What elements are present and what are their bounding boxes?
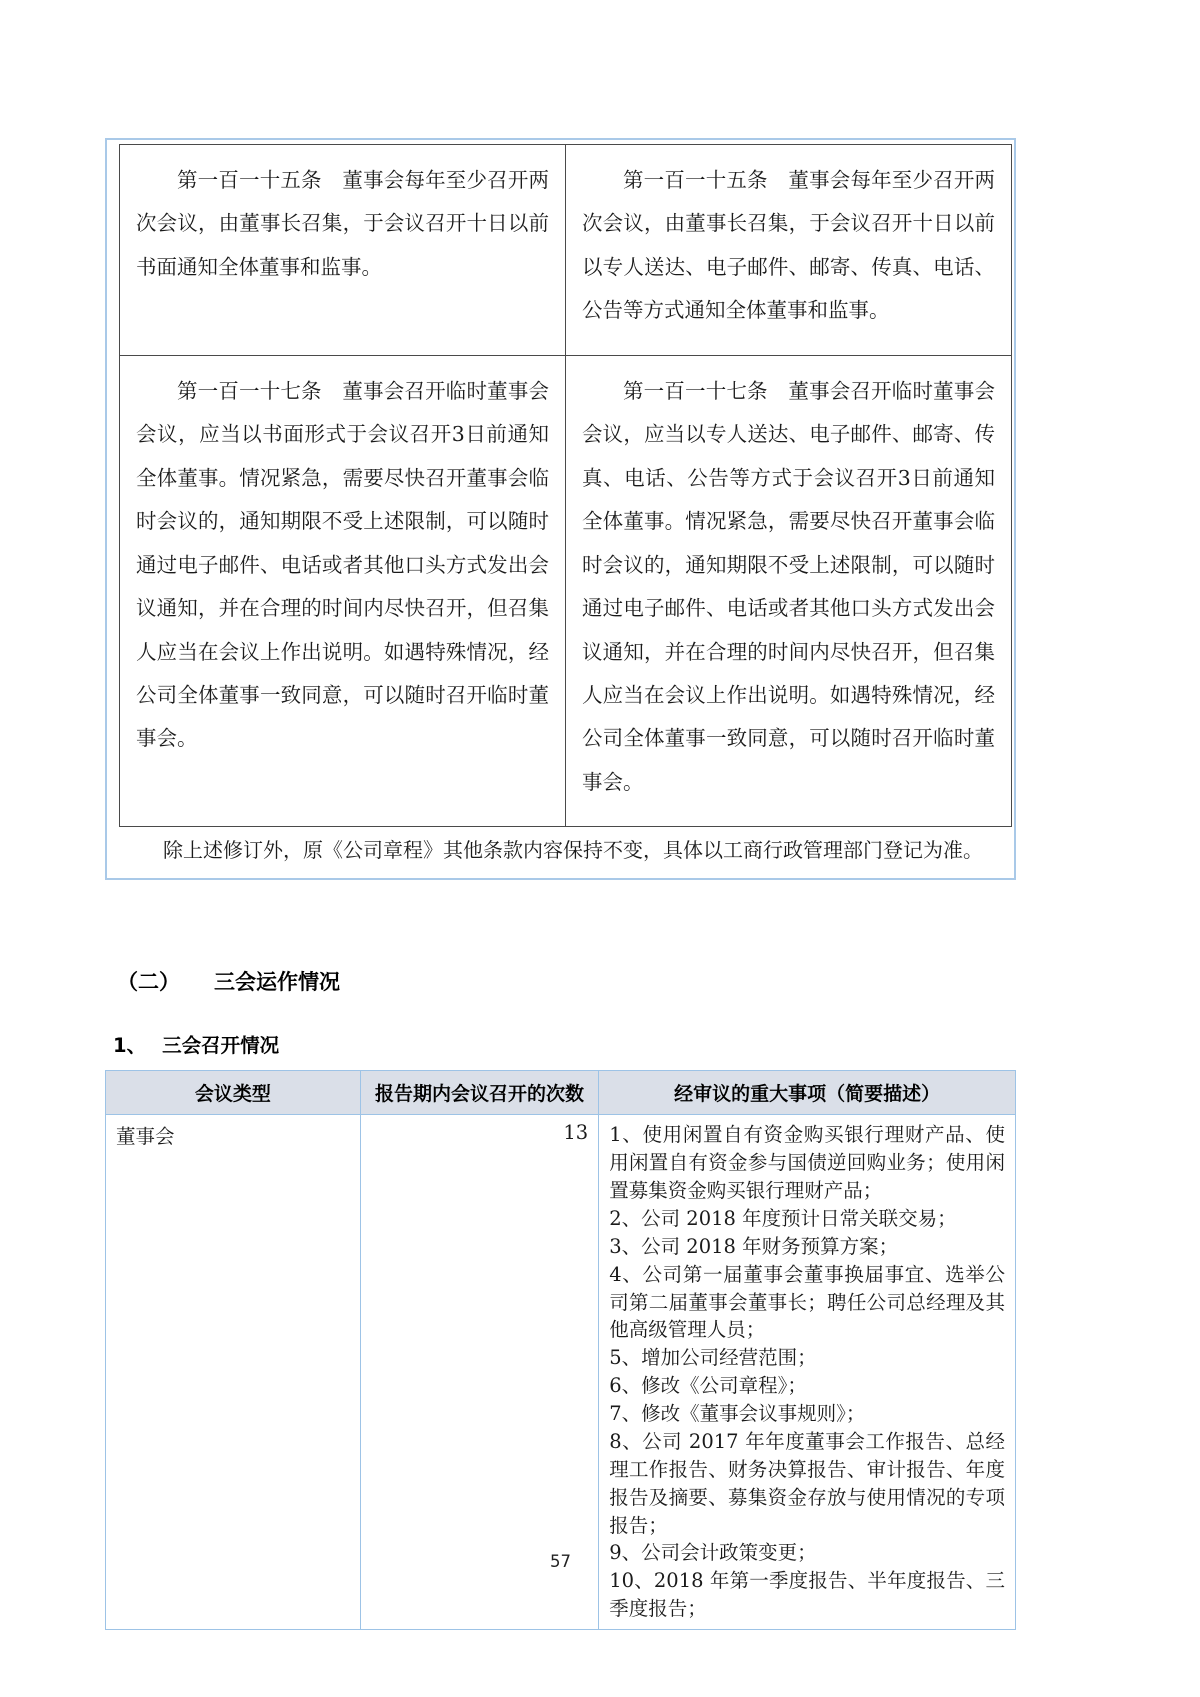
header-major-matters: 经审议的重大事项（简要描述） [599, 1071, 1016, 1115]
subsection-title: 三会召开情况 [162, 1034, 280, 1058]
table-header-row [106, 1071, 1016, 1115]
matter-item: 8、公司 2017 年年度董事会工作报告、总经理工作报告、财务决算报告、审计报告、年度报告及摘要、募集资金存放与使用情况的专项报告； [609, 1429, 1005, 1537]
amendment-old-article-117 [120, 355, 566, 827]
amendment-comparison-box [105, 138, 1016, 880]
meetings-table [105, 1070, 1016, 1630]
matter-item: 3、公司 2018 年财务预算方案； [609, 1234, 899, 1258]
cell-meeting-count: 13 [360, 1115, 598, 1630]
amendment-table [119, 144, 1012, 827]
page-number: 57 [550, 1552, 571, 1571]
subsection-number: 1、 [113, 1034, 147, 1058]
article-text: 第一百一十五条 董事会每年至少召开两次会议，由董事长召集，于会议召开十日以前书面通知全体董事和监事。 [136, 168, 549, 279]
section-title: 三会运作情况 [214, 970, 340, 995]
table-row [120, 145, 1012, 356]
matter-item: 6、修改《公司章程》； [609, 1374, 807, 1398]
amendment-old-article-115 [120, 145, 566, 356]
article-text: 第一百一十五条 董事会每年至少召开两次会议，由董事长召集，于会议召开十日以前以专人送达、电子邮件、邮寄、传真、电话、公告等方式通知全体董事和监事。 [582, 168, 995, 323]
subsection-heading [113, 1030, 1016, 1058]
matter-item: 5、增加公司经营范围； [609, 1346, 817, 1370]
cell-meeting-type: 董事会 [106, 1115, 361, 1630]
article-text: 第一百一十七条 董事会召开临时董事会会议，应当以书面形式于会议召开3日前通知全体董事。情况紧急，需要尽快召开董事会临时会议的，通知期限不受上述限制，可以随时通过电子邮件、电话或者其他口头方式发出会议通知，并在合理的时间内尽快召开，但召集人应当在会议上作出说明。如遇特殊情况，经公司全体董事一致同意，可以随时召开临时董事会。 [136, 378, 549, 751]
page-content [105, 138, 1016, 1630]
section-number: （二） [117, 970, 180, 995]
amendment-new-article-115 [566, 145, 1012, 356]
table-row [120, 355, 1012, 827]
amendment-new-article-117 [566, 355, 1012, 827]
header-meeting-type: 会议类型 [106, 1071, 361, 1115]
header-meeting-count: 报告期内会议召开的次数 [360, 1071, 598, 1115]
matter-item: 4、公司第一届董事会董事换届事宜、选举公司第二届董事会董事长；聘任公司总经理及其他高级管理人员； [609, 1262, 1005, 1342]
matter-item: 1、使用闲置自有资金购买银行理财产品、使用闲置自有资金参与国债逆回购业务；使用闲置募集资金购买银行理财产品； [609, 1123, 1005, 1203]
matter-item: 2、公司 2018 年度预计日常关联交易； [609, 1206, 957, 1230]
amendment-note: 除上述修订外，原《公司章程》其他条款内容保持不变，具体以工商行政管理部门登记为准。 [163, 838, 983, 863]
matter-item: 9、公司会计政策变更； [609, 1541, 817, 1565]
matter-item: 10、2018 年第一季度报告、半年度报告、三季度报告； [609, 1569, 1005, 1621]
section-heading [117, 966, 1016, 996]
matter-item: 7、修改《董事会议事规则》； [609, 1402, 866, 1426]
article-text: 第一百一十七条 董事会召开临时董事会会议，应当以专人送达、电子邮件、邮寄、传真、电话、公告等方式于会议召开3日前通知全体董事。情况紧急，需要尽快召开董事会临时会议的，通知期限不受上述限制，可以随时通过电子邮件、电话或者其他口头方式发出会议通知，并在合理的时间内尽快召开，但召集人应当在会议上作出说明。如遇特殊情况，经公司全体董事一致同意，可以随时召开临时董事会。 [582, 378, 995, 794]
